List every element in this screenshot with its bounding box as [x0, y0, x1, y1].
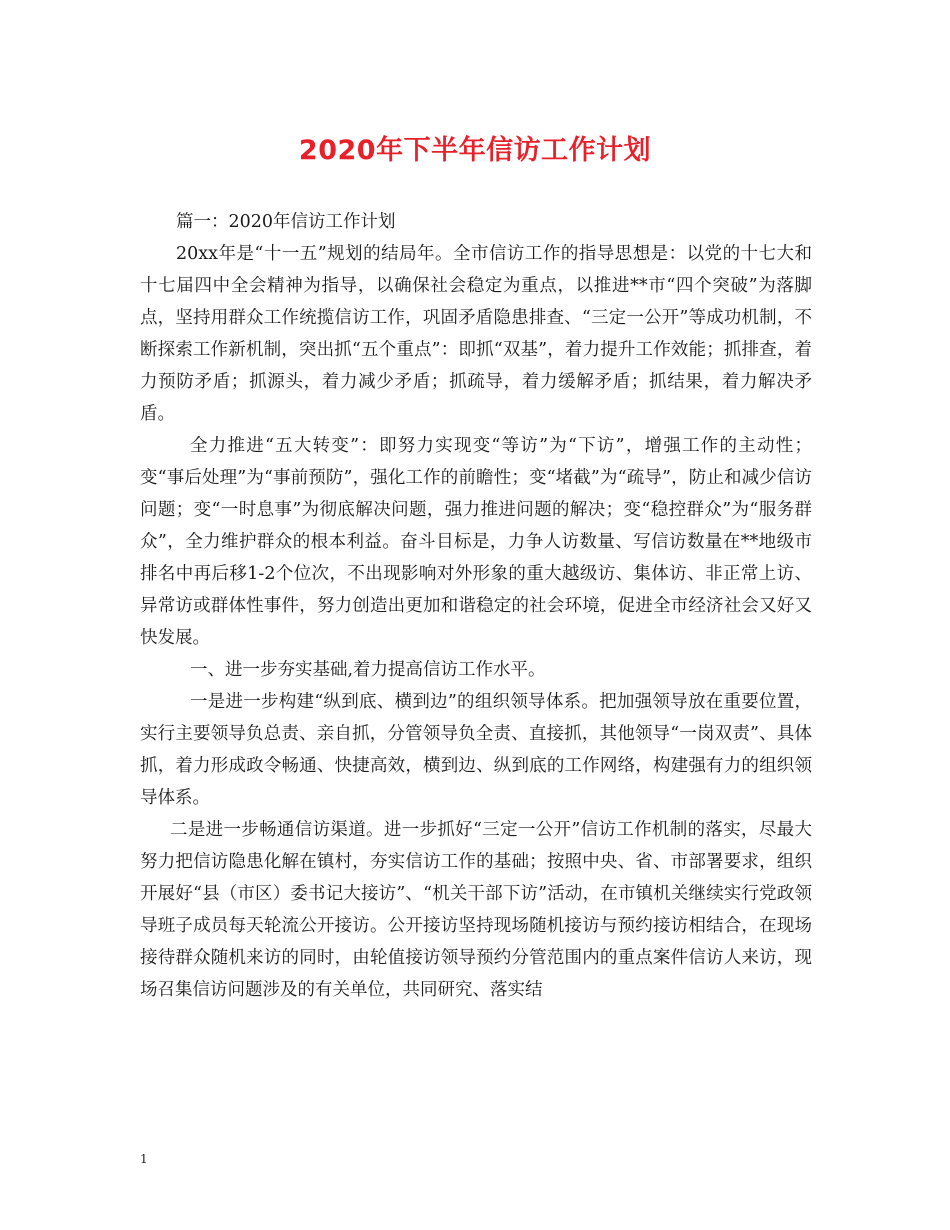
- document-title: 2020年下半年信访工作计划: [298, 135, 652, 166]
- paragraph: 一是进一步构建“纵到底、横到边”的组织领导体系。把加强领导放在重要位置，实行主要领导负总责、亲自抓，分管领导负全责、直接抓，其他领导“一岗双责”、具体抓，着力形成政令畅通、快捷高效，横到边、纵到底的工作网络，构建强有力的组织领导体系。: [140, 692, 812, 808]
- subsection-heading: 一、进一步夯实基础,着力提高信访工作水平。: [190, 660, 546, 680]
- paragraph: 二是进一步畅通信访渠道。进一步抓好“三定一公开”信访工作机制的落实，尽最大努力把信访隐患化解在镇村，夯实信访工作的基础；按照中央、省、市部署要求，组织开展好“县（市区）委书记大接访”、“机关干部下访”活动，在市镇机关继续实行党政领导班子成员每天轮流公开接访。公开接访坚持现场随机接访与预约接访相结合，在现场接待群众随机来访的同时，由轮值接访领导预约分管范围内的重点案件信访人来访，现场召集信访问题涉及的有关单位，共同研究、落实结: [140, 820, 812, 1000]
- paragraph: 全力推进“五大转变”：即努力实现变“等访”为“下访”，增强工作的主动性；变“事后处理”为“事前预防”，强化工作的前瞻性；变“堵截”为“疏导”，防止和减少信访问题；变“一时息事”为彻底解决问题，强力推进问题的解决；变“稳控群众”为“服务群众”，全力维护群众的根本利益。奋斗目标是，力争人访数量、写信访数量在**地级市排名中再后移1-2个位次，不出现影响对外形象的重大越级访、集体访、非正常上访、异常访或群体性事件，努力创造出更加和谐稳定的社会环境，促进全市经济社会又好又快发展。: [140, 436, 812, 648]
- page-number: 1: [140, 1152, 148, 1166]
- paragraph: 20xx年是“十一五”规划的结局年。全市信访工作的指导思想是：以党的十七大和十七届四中全会精神为指导，以确保社会稳定为重点，以推进**市“四个突破”为落脚点，坚持用群众工作统揽信访工作，巩固矛盾隐患排查、“三定一公开”等成功机制，不断探索工作新机制，突出抓“五个重点”：即抓“双基”，着力提升工作效能；抓排查，着力预防矛盾；抓源头，着力减少矛盾；抓疏导，着力缓解矛盾；抓结果，着力解决矛盾。: [140, 244, 812, 424]
- document-body: [140, 206, 812, 1006]
- section-heading: 篇一：2020年信访工作计划: [176, 212, 396, 232]
